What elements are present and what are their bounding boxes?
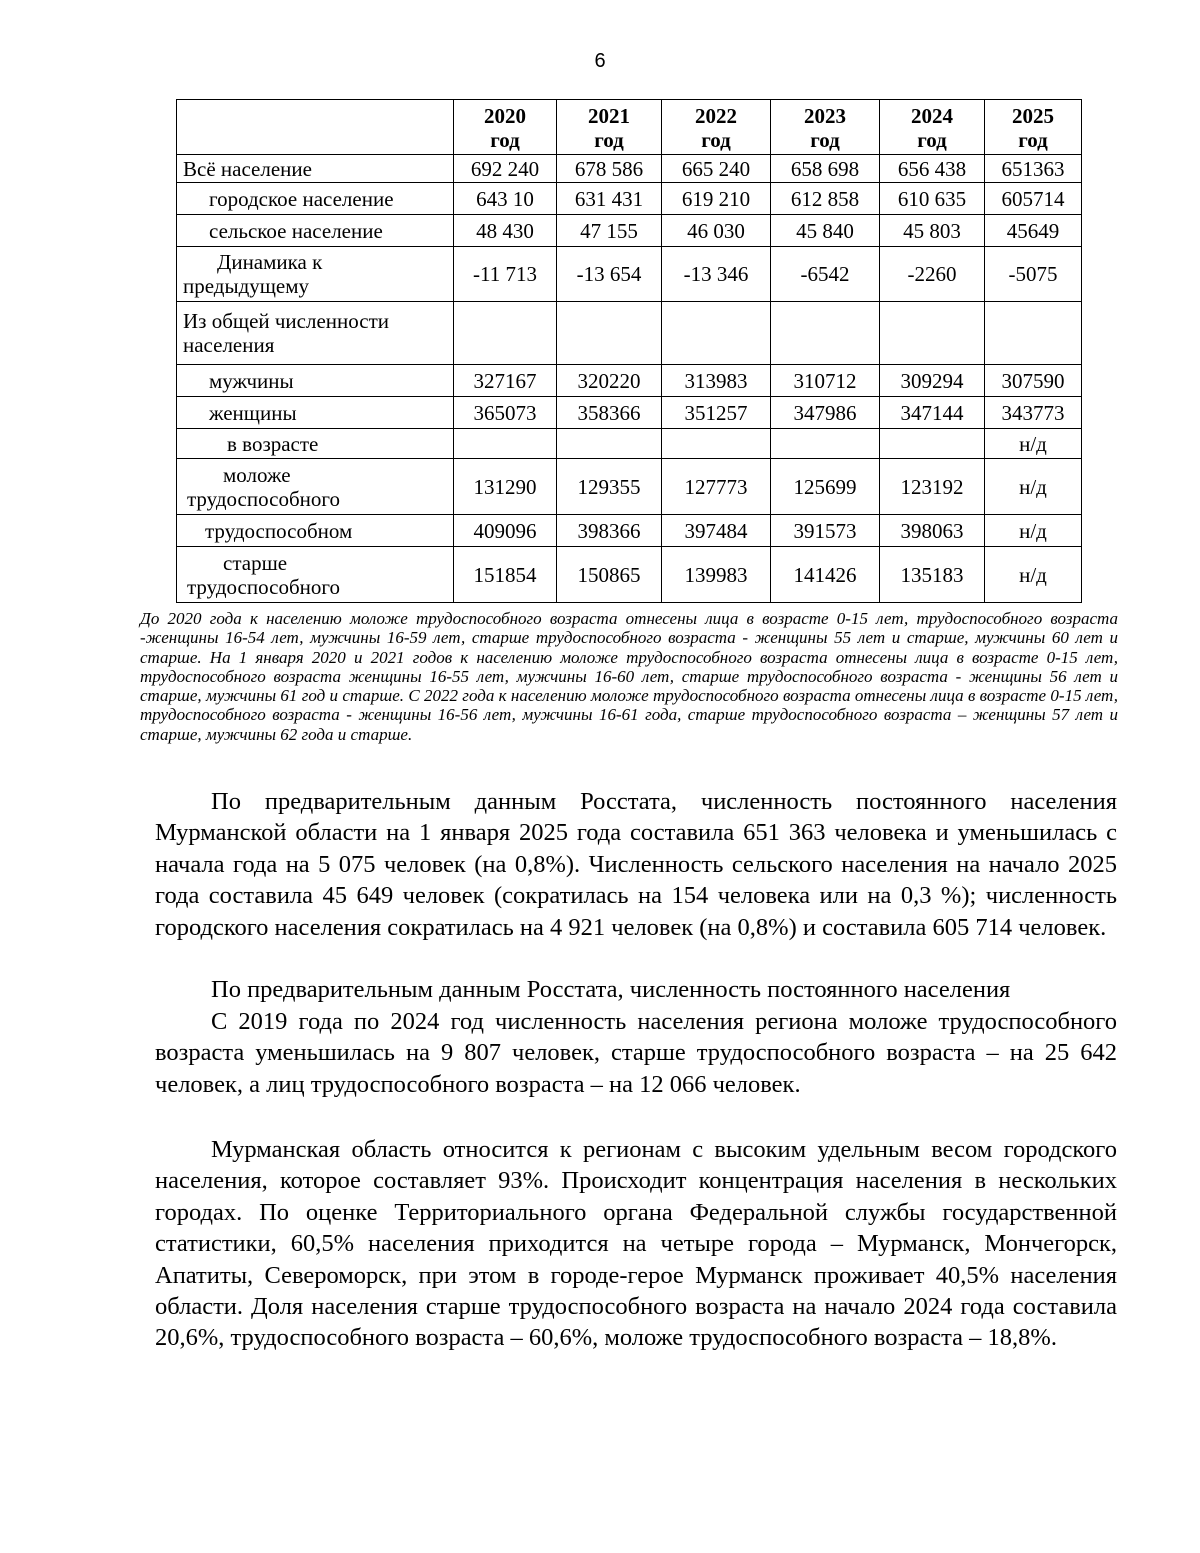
cell: 643 10: [454, 183, 557, 215]
footnote-line: возраста - женщины 16-56 лет, мужчины 16-61 года, старше трудоспособного возраста – женщины 57 лет и: [272, 705, 1118, 725]
paragraph-population-2025: По предварительным данным Росстата, численность постоянного населения Мурманской области на 1 января 2025 года составила 651 363 человека и уменьшилась с начала года на 5 075 человек (на 0,8%). Численность сельского населения на начало 2025 года составила 45 649 человек (сократилась на 154 человека или на 0,3 %); численность городского населения сократилась на 4 921 человек (на 0,8%) и составила 605 714 человек.: [155, 788, 1117, 941]
table-row: [177, 365, 1082, 397]
footnote-line: С 2022 года к населению моложе трудоспособного возраста отнесены лица в возрасте 0-15 лет, трудоспособного: [140, 686, 1118, 725]
cell: 612 858: [771, 183, 880, 215]
cell: [985, 302, 1082, 365]
cell: 347144: [880, 397, 985, 429]
row-label: мужчины: [177, 365, 454, 397]
cell: 343773: [985, 397, 1082, 429]
row-label: моложе трудоспособного: [177, 459, 454, 515]
cell: -13 346: [662, 247, 771, 302]
table-row: [177, 302, 1082, 365]
cell: 127773: [662, 459, 771, 515]
paragraph-age-dynamics: С 2019 года по 2024 год численность населения региона моложе трудоспособного возраста уменьшилась на 9 807 человек, старше трудоспособного возраста – на 25 642 человек, а лиц трудоспособного возраста – на 12 066 человек.: [155, 1008, 1117, 1098]
table-row: [177, 547, 1082, 603]
table-row: [177, 215, 1082, 247]
cell: 151854: [454, 547, 557, 603]
cell: 678 586: [557, 155, 662, 183]
cell: 605714: [985, 183, 1082, 215]
row-label: городское население: [177, 183, 454, 215]
paragraph-rosstat-repeat: По предварительным данным Росстата, численность постоянного населения: [211, 976, 1011, 1003]
footnote-line: женщины 55 лет и старше, мужчины 60 лет и старше. На 1 января 2020 и 2021 годов к населению моложе: [140, 628, 1118, 667]
cell: 391573: [771, 515, 880, 547]
cell: -6542: [771, 247, 880, 302]
cell: [557, 429, 662, 459]
header-year-2023: 2023 год: [771, 100, 880, 155]
cell: 358366: [557, 397, 662, 429]
cell: 141426: [771, 547, 880, 603]
table-row: [177, 459, 1082, 515]
header-year-2024: 2024 год: [880, 100, 985, 155]
cell: [662, 302, 771, 365]
header-year-2025: 2025 год: [985, 100, 1082, 155]
cell: 409096: [454, 515, 557, 547]
cell: 123192: [880, 459, 985, 515]
cell: 351257: [662, 397, 771, 429]
cell: [880, 302, 985, 365]
cell: 327167: [454, 365, 557, 397]
cell: н/д: [985, 547, 1082, 603]
cell: 313983: [662, 365, 771, 397]
cell: 320220: [557, 365, 662, 397]
cell: 307590: [985, 365, 1082, 397]
footnote-line: трудоспособного возраста -женщины 16-54 лет, мужчины 16-59 лет, старше трудоспособного возраста -: [140, 609, 1118, 648]
cell: н/д: [985, 459, 1082, 515]
cell: [771, 302, 880, 365]
header-year-2020: 2020 год: [454, 100, 557, 155]
table-row: [177, 183, 1082, 215]
cell: 150865: [557, 547, 662, 603]
cell: -5075: [985, 247, 1082, 302]
cell: 658 698: [771, 155, 880, 183]
cell: 610 635: [880, 183, 985, 215]
paragraph-urbanization: Мурманская область относится к регионам с высоким удельным весом городского населения, которое составляет 93%. Происходит концентрация населения в нескольких городах. По оценке Территориального органа Федеральной службы государственной статистики, 60,5% населения приходится на четыре города – Мурманск, Мончегорск, Апатиты, Североморск, при этом в городе-герое Мурманск проживает 40,5% населения области. Доля населения старше трудоспособного возраста на начало 2024 года составила 20,6%, трудоспособного возраста – 60,6%, моложе трудоспособного возраста – 18,8%.: [155, 1136, 1117, 1352]
cell: 131290: [454, 459, 557, 515]
row-label: трудоспособном: [177, 515, 454, 547]
cell: [662, 429, 771, 459]
row-label: Динамика к предыдущему: [177, 247, 454, 302]
cell: [454, 302, 557, 365]
cell: -13 654: [557, 247, 662, 302]
cell: [880, 429, 985, 459]
row-label: Всё население: [177, 155, 454, 183]
cell: -2260: [880, 247, 985, 302]
cell: н/д: [985, 429, 1082, 459]
footnote-line: мужчины 16-60 лет, старше трудоспособного возраста - женщины 56 лет и старше, мужчины 61 год и старше.: [140, 666, 1119, 706]
cell: 347986: [771, 397, 880, 429]
header-year-2022: 2022 год: [662, 100, 771, 155]
cell: 135183: [880, 547, 985, 603]
page-number: 6: [594, 50, 606, 72]
table-row: [177, 155, 1082, 183]
cell: 139983: [662, 547, 771, 603]
cell: [771, 429, 880, 459]
cell: 692 240: [454, 155, 557, 183]
cell: 45649: [985, 215, 1082, 247]
cell: 619 210: [662, 183, 771, 215]
cell: 365073: [454, 397, 557, 429]
cell: 651363: [985, 155, 1082, 183]
table-header-row: [177, 100, 1082, 155]
cell: [557, 302, 662, 365]
header-empty-cell: [177, 100, 454, 155]
cell: н/д: [985, 515, 1082, 547]
cell: [454, 429, 557, 459]
cell: 129355: [557, 459, 662, 515]
cell: 46 030: [662, 215, 771, 247]
cell: 309294: [880, 365, 985, 397]
header-year-2021: 2021 год: [557, 100, 662, 155]
table-footnote: [140, 609, 1118, 744]
cell: 656 438: [880, 155, 985, 183]
population-table: [176, 99, 1082, 603]
table-row: [177, 247, 1082, 302]
cell: -11 713: [454, 247, 557, 302]
cell: 398063: [880, 515, 985, 547]
cell: 665 240: [662, 155, 771, 183]
cell: 45 803: [880, 215, 985, 247]
cell: 398366: [557, 515, 662, 547]
cell: 631 431: [557, 183, 662, 215]
cell: 125699: [771, 459, 880, 515]
cell: 45 840: [771, 215, 880, 247]
cell: 397484: [662, 515, 771, 547]
cell: 310712: [771, 365, 880, 397]
row-label: женщины: [177, 397, 454, 429]
footnote-line: трудоспособного возраста отнесены лица в возрасте 0-15 лет, трудоспособного возраста женщины 16-55 лет,: [140, 647, 1118, 686]
footnote-line: старше, мужчины 62 года и старше.: [140, 724, 413, 744]
cell: 47 155: [557, 215, 662, 247]
row-label: старше трудоспособного: [177, 547, 454, 603]
table-row: [177, 429, 1082, 459]
row-label: Из общей численности населения: [177, 302, 454, 365]
table-row: [177, 397, 1082, 429]
row-label: в возрасте: [177, 429, 454, 459]
cell: 48 430: [454, 215, 557, 247]
table-row: [177, 515, 1082, 547]
footnote-line: До 2020 года к населению моложе трудоспособного возраста отнесены лица в возрасте 0-15 лет,: [140, 609, 909, 628]
row-label: сельское население: [177, 215, 454, 247]
